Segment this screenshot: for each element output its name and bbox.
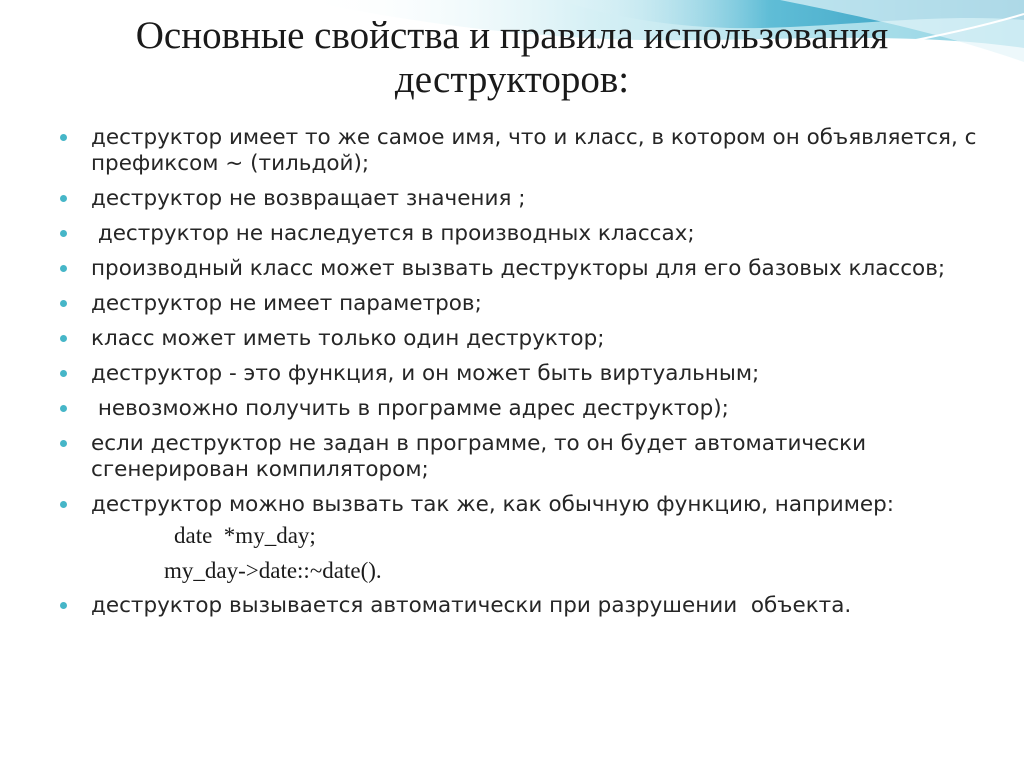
code-line-2: my_day->date::~date(). — [164, 558, 382, 583]
bullet-dot-icon — [60, 501, 67, 508]
list-item — [58, 256, 978, 282]
list-item — [58, 125, 984, 177]
bullet-dot-icon — [60, 230, 67, 237]
list-item — [58, 396, 978, 422]
bullet-dot-icon — [60, 440, 67, 447]
bullet-dot-icon — [60, 265, 67, 272]
bullet-text: деструктор имеет то же самое имя, что и класс, в котором он объявляется, с префиксом ~ (тильдой); — [91, 125, 984, 176]
bullet-text: деструктор - это функция, и он может быть виртуальным; — [91, 361, 760, 386]
list-item — [58, 221, 978, 247]
list-item — [58, 492, 978, 584]
bullet-text: деструктор не возвращает значения ; — [91, 186, 526, 211]
bullet-list — [58, 125, 984, 628]
bullet-dot-icon — [60, 195, 67, 202]
bullet-text: деструктор вызывается автоматически при разрушении объекта. — [91, 593, 852, 618]
list-item — [58, 186, 978, 212]
list-item — [58, 593, 978, 619]
title-line-2: деструкторов: — [394, 58, 630, 101]
list-item — [58, 431, 978, 483]
bullet-dot-icon — [60, 405, 67, 412]
bullet-text: невозможно получить в программе адрес деструктор); — [91, 396, 729, 421]
title-line-1: Основные свойства и правила использования — [135, 14, 889, 57]
bullet-text: если деструктор не задан в программе, то он будет автоматически сгенерирован компилятором; — [91, 431, 873, 482]
bullet-dot-icon — [60, 602, 67, 609]
list-item — [58, 291, 978, 317]
bullet-text: деструктор можно вызвать так же, как обычную функцию, например: — [91, 492, 895, 517]
bullet-dot-icon — [60, 300, 67, 307]
bullet-dot-icon — [60, 134, 67, 141]
bullet-dot-icon — [60, 335, 67, 342]
slide-title — [40, 14, 984, 102]
list-item — [58, 326, 978, 352]
bullet-text: деструктор не имеет параметров; — [91, 291, 482, 316]
code-line-1: date *my_day; — [174, 523, 316, 548]
bullet-text: класс может иметь только один деструктор; — [91, 326, 605, 351]
list-item — [58, 361, 978, 387]
bullet-text: деструктор не наследуется в производных классах; — [91, 221, 695, 246]
bullet-dot-icon — [60, 370, 67, 377]
bullet-text: производный класс может вызвать деструкторы для его базовых классов; — [91, 256, 946, 281]
